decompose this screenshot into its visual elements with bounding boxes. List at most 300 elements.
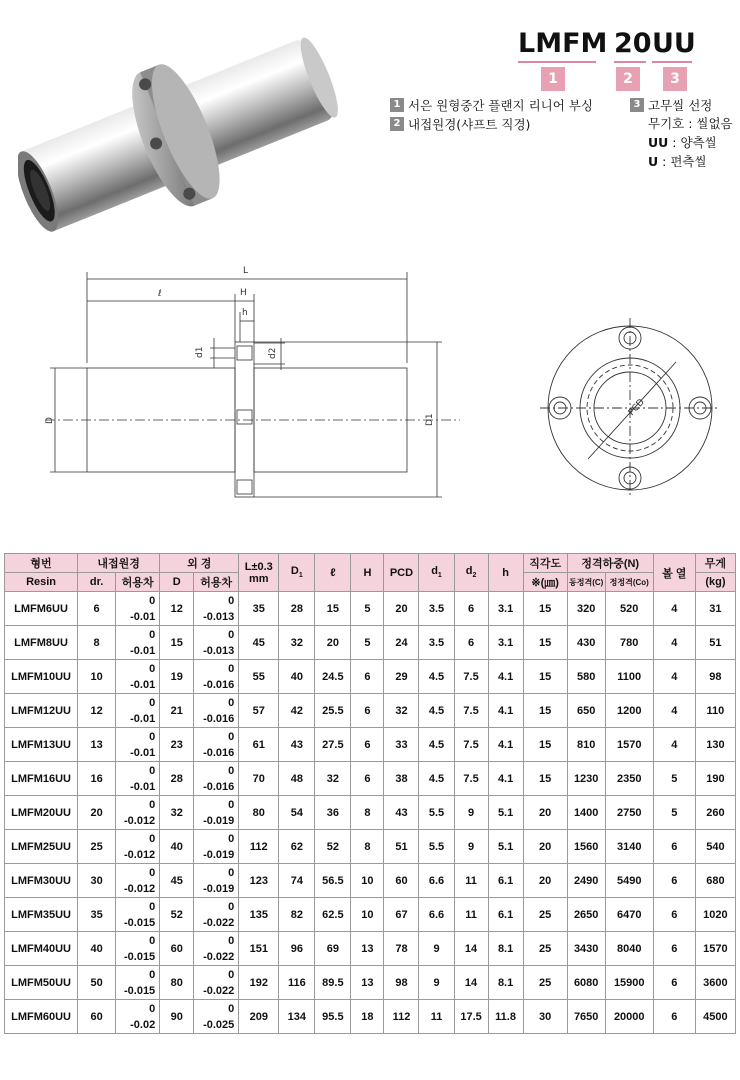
cell-dr: 40 — [78, 932, 116, 966]
col-perp: 직각도 — [523, 554, 567, 573]
cell-D1: 48 — [279, 762, 315, 796]
cell-dynamic-load: 650 — [567, 694, 605, 728]
cell-weight: 1020 — [695, 898, 735, 932]
col-d2: $d_2$ — [454, 554, 488, 592]
cell-D1: 134 — [279, 1000, 315, 1034]
cell-l: 25.5 — [315, 694, 351, 728]
table-row — [5, 864, 736, 898]
cell-d1: 4.5 — [419, 694, 454, 728]
cell-static-load: 520 — [605, 592, 653, 626]
cell-h: 6.1 — [488, 864, 523, 898]
cell-static-load: 15900 — [605, 966, 653, 1000]
cell-ball-rows: 6 — [653, 966, 695, 1000]
cell-ball-rows: 6 — [653, 898, 695, 932]
cell-perpendicularity: 25 — [523, 898, 567, 932]
cell-D: 40 — [160, 830, 194, 864]
cell-PCD: 51 — [384, 830, 419, 864]
cell-static-load: 8040 — [605, 932, 653, 966]
cell-static-load: 2750 — [605, 796, 653, 830]
cell-dynamic-load: 1400 — [567, 796, 605, 830]
cell-l: 32 — [315, 762, 351, 796]
cell-L: 123 — [239, 864, 279, 898]
cell-h: 4.1 — [488, 694, 523, 728]
cell-perpendicularity: 15 — [523, 728, 567, 762]
cell-D: 15 — [160, 626, 194, 660]
cell-D1: 116 — [279, 966, 315, 1000]
cell-D: 90 — [160, 1000, 194, 1034]
cell-d2: 14 — [454, 932, 488, 966]
cell-D: 12 — [160, 592, 194, 626]
cell-d2: 7.5 — [454, 728, 488, 762]
cell-ball-rows: 4 — [653, 728, 695, 762]
cell-d2: 17.5 — [454, 1000, 488, 1034]
legend-item-3 — [630, 95, 733, 114]
cell-D1: 62 — [279, 830, 315, 864]
cell-D-tolerance: 0 -0.016 — [194, 694, 239, 728]
col-L: L±0.3 mm — [239, 554, 279, 592]
dim-label-d2: d2 — [268, 347, 278, 359]
code-legend-right — [630, 95, 733, 171]
cell-model: LMFM50UU — [5, 966, 78, 1000]
cell-weight: 680 — [695, 864, 735, 898]
cell-model: LMFM12UU — [5, 694, 78, 728]
cell-d1: 3.5 — [419, 592, 454, 626]
cell-H: 5 — [351, 592, 384, 626]
cell-dynamic-load: 1560 — [567, 830, 605, 864]
cell-H: 13 — [351, 932, 384, 966]
cell-H: 10 — [351, 864, 384, 898]
cell-d2: 11 — [454, 864, 488, 898]
cell-dr-tolerance: 0 -0.01 — [116, 626, 160, 660]
cell-dr: 35 — [78, 898, 116, 932]
product-photo — [18, 28, 348, 248]
cell-l: 52 — [315, 830, 351, 864]
cell-dr: 30 — [78, 864, 116, 898]
cell-D: 28 — [160, 762, 194, 796]
cell-D1: 54 — [279, 796, 315, 830]
legend-num-2: 2 — [390, 117, 404, 131]
cell-d1: 9 — [419, 966, 454, 1000]
col-static: 정정격(Co) — [605, 573, 653, 592]
cell-dr: 25 — [78, 830, 116, 864]
cell-dr-tolerance: 0 -0.01 — [116, 592, 160, 626]
cell-L: 45 — [239, 626, 279, 660]
cell-ball-rows: 6 — [653, 830, 695, 864]
cell-PCD: 24 — [384, 626, 419, 660]
cell-static-load: 20000 — [605, 1000, 653, 1034]
table-row — [5, 898, 736, 932]
cell-dr-tolerance: 0 -0.015 — [116, 966, 160, 1000]
cell-model: LMFM25UU — [5, 830, 78, 864]
cell-d2: 7.5 — [454, 660, 488, 694]
cell-ball-rows: 4 — [653, 626, 695, 660]
cell-weight: 260 — [695, 796, 735, 830]
cell-dr-tolerance: 0 -0.012 — [116, 796, 160, 830]
cell-dr: 10 — [78, 660, 116, 694]
cell-l: 56.5 — [315, 864, 351, 898]
cell-l: 36 — [315, 796, 351, 830]
code-marker-3: 3 — [663, 67, 687, 91]
dim-label-D: D — [45, 417, 55, 424]
cell-l: 69 — [315, 932, 351, 966]
cell-static-load: 1570 — [605, 728, 653, 762]
table-row — [5, 694, 736, 728]
cell-h: 5.1 — [488, 830, 523, 864]
table-row — [5, 1000, 736, 1034]
code-series: LMFM — [518, 28, 608, 59]
cell-dr-tolerance: 0 -0.012 — [116, 830, 160, 864]
cell-D1: 28 — [279, 592, 315, 626]
cell-d1: 5.5 — [419, 796, 454, 830]
legend-num-3: 3 — [630, 98, 644, 112]
cell-h: 4.1 — [488, 762, 523, 796]
cell-h: 8.1 — [488, 932, 523, 966]
cell-d1: 3.5 — [419, 626, 454, 660]
cell-l: 27.5 — [315, 728, 351, 762]
cell-D1: 74 — [279, 864, 315, 898]
cell-D1: 40 — [279, 660, 315, 694]
col-inner: 내접원경 — [78, 554, 160, 573]
table-row — [5, 830, 736, 864]
legend-text-2: 내접원경(샤프트 직경) — [408, 116, 531, 132]
cell-H: 6 — [351, 694, 384, 728]
cell-weight: 130 — [695, 728, 735, 762]
col-perp-unit: ※(㎛) — [523, 573, 567, 592]
cell-d2: 6 — [454, 626, 488, 660]
cell-d1: 6.6 — [419, 864, 454, 898]
cell-D-tolerance: 0 -0.016 — [194, 728, 239, 762]
cell-d2: 9 — [454, 830, 488, 864]
cell-PCD: 98 — [384, 966, 419, 1000]
cell-L: 192 — [239, 966, 279, 1000]
cell-perpendicularity: 15 — [523, 660, 567, 694]
cell-D-tolerance: 0 -0.016 — [194, 660, 239, 694]
cell-H: 8 — [351, 830, 384, 864]
cell-dr-tolerance: 0 -0.02 — [116, 1000, 160, 1034]
cell-h: 3.1 — [488, 626, 523, 660]
cell-L: 135 — [239, 898, 279, 932]
cell-D-tolerance: 0 -0.022 — [194, 932, 239, 966]
cell-L: 35 — [239, 592, 279, 626]
cell-weight: 190 — [695, 762, 735, 796]
cell-PCD: 29 — [384, 660, 419, 694]
code-seal: UU — [652, 28, 696, 59]
cell-static-load: 6470 — [605, 898, 653, 932]
cell-D: 32 — [160, 796, 194, 830]
cell-weight: 51 — [695, 626, 735, 660]
cell-dr: 60 — [78, 1000, 116, 1034]
cell-d1: 4.5 — [419, 728, 454, 762]
col-dr-tol: 허용차 — [116, 573, 160, 592]
cell-model: LMFM10UU — [5, 660, 78, 694]
cell-h: 4.1 — [488, 660, 523, 694]
table-row — [5, 966, 736, 1000]
cell-perpendicularity: 30 — [523, 1000, 567, 1034]
cell-L: 55 — [239, 660, 279, 694]
cell-l: 95.5 — [315, 1000, 351, 1034]
table-row — [5, 728, 736, 762]
cell-PCD: 32 — [384, 694, 419, 728]
cell-D-tolerance: 0 -0.019 — [194, 796, 239, 830]
cell-perpendicularity: 25 — [523, 932, 567, 966]
cell-weight: 98 — [695, 660, 735, 694]
code-series-underline — [518, 61, 596, 63]
cell-D1: 43 — [279, 728, 315, 762]
cell-D: 45 — [160, 864, 194, 898]
cell-ball-rows: 5 — [653, 762, 695, 796]
cell-L: 57 — [239, 694, 279, 728]
cell-PCD: 43 — [384, 796, 419, 830]
legend-num-1: 1 — [390, 98, 404, 112]
cell-d1: 6.6 — [419, 898, 454, 932]
cell-dr-tolerance: 0 -0.015 — [116, 932, 160, 966]
table-row — [5, 796, 736, 830]
cell-weight: 4500 — [695, 1000, 735, 1034]
cell-perpendicularity: 15 — [523, 694, 567, 728]
cell-H: 6 — [351, 728, 384, 762]
cell-dynamic-load: 2650 — [567, 898, 605, 932]
seal-option-none: 무기호 : 씰없음 — [648, 116, 733, 131]
cell-H: 6 — [351, 660, 384, 694]
cell-PCD: 78 — [384, 932, 419, 966]
cell-l: 15 — [315, 592, 351, 626]
cell-H: 8 — [351, 796, 384, 830]
dim-label-h: h — [242, 308, 248, 318]
col-weight: 무게 — [695, 554, 735, 573]
cell-D1: 82 — [279, 898, 315, 932]
cell-d2: 14 — [454, 966, 488, 1000]
cell-d1: 11 — [419, 1000, 454, 1034]
cell-dr-tolerance: 0 -0.01 — [116, 660, 160, 694]
cell-model: LMFM60UU — [5, 1000, 78, 1034]
table-row — [5, 660, 736, 694]
cell-dr: 50 — [78, 966, 116, 1000]
cell-dynamic-load: 6080 — [567, 966, 605, 1000]
cell-dynamic-load: 580 — [567, 660, 605, 694]
cell-perpendicularity: 20 — [523, 796, 567, 830]
cell-dr: 8 — [78, 626, 116, 660]
cell-perpendicularity: 20 — [523, 830, 567, 864]
table-row — [5, 762, 736, 796]
cell-weight: 110 — [695, 694, 735, 728]
cell-L: 70 — [239, 762, 279, 796]
cell-d2: 9 — [454, 796, 488, 830]
dim-label-L: L — [243, 266, 249, 276]
code-size-underline — [614, 61, 646, 63]
cell-model: LMFM35UU — [5, 898, 78, 932]
cell-dynamic-load: 3430 — [567, 932, 605, 966]
dim-label-H: H — [240, 288, 247, 298]
cell-dynamic-load: 2490 — [567, 864, 605, 898]
cell-H: 5 — [351, 626, 384, 660]
col-d1: $d_1$ — [419, 554, 454, 592]
cell-static-load: 780 — [605, 626, 653, 660]
col-PCD: PCD — [384, 554, 419, 592]
technical-drawing — [40, 258, 730, 508]
legend-item-1 — [390, 95, 593, 114]
cell-D: 80 — [160, 966, 194, 1000]
legend-text-1: 서은 원형중간 플랜지 리니어 부싱 — [408, 97, 593, 113]
cell-ball-rows: 4 — [653, 592, 695, 626]
cell-H: 6 — [351, 762, 384, 796]
seal-option-uu: UU : 양측씰 — [648, 135, 717, 150]
cell-model: LMFM20UU — [5, 796, 78, 830]
cell-H: 10 — [351, 898, 384, 932]
cell-PCD: 38 — [384, 762, 419, 796]
cell-dynamic-load: 7650 — [567, 1000, 605, 1034]
cell-perpendicularity: 20 — [523, 864, 567, 898]
cell-ball-rows: 6 — [653, 1000, 695, 1034]
cell-D: 60 — [160, 932, 194, 966]
cell-l: 89.5 — [315, 966, 351, 1000]
table-row — [5, 626, 736, 660]
cell-d2: 6 — [454, 592, 488, 626]
cell-D1: 96 — [279, 932, 315, 966]
cell-weight: 3600 — [695, 966, 735, 1000]
spec-table — [4, 553, 736, 1034]
cell-weight: 1570 — [695, 932, 735, 966]
dim-label-l: ℓ — [158, 289, 162, 299]
cell-dr: 12 — [78, 694, 116, 728]
cell-D: 21 — [160, 694, 194, 728]
cell-dr-tolerance: 0 -0.01 — [116, 694, 160, 728]
cell-d1: 4.5 — [419, 660, 454, 694]
cell-ball-rows: 6 — [653, 932, 695, 966]
cell-dr-tolerance: 0 -0.01 — [116, 728, 160, 762]
code-legend-left — [390, 95, 593, 133]
cell-ball-rows: 4 — [653, 694, 695, 728]
cell-D-tolerance: 0 -0.025 — [194, 1000, 239, 1034]
cell-h: 4.1 — [488, 728, 523, 762]
cell-model: LMFM6UU — [5, 592, 78, 626]
cell-model: LMFM40UU — [5, 932, 78, 966]
cell-d1: 9 — [419, 932, 454, 966]
legend-item-2 — [390, 114, 593, 133]
cell-static-load: 1100 — [605, 660, 653, 694]
code-marker-2: 2 — [616, 67, 640, 91]
cell-d1: 5.5 — [419, 830, 454, 864]
cell-L: 80 — [239, 796, 279, 830]
cell-D-tolerance: 0 -0.016 — [194, 762, 239, 796]
col-model-sub: Resin — [5, 573, 78, 592]
cell-D-tolerance: 0 -0.019 — [194, 864, 239, 898]
cell-dr-tolerance: 0 -0.01 — [116, 762, 160, 796]
cell-static-load: 2350 — [605, 762, 653, 796]
cell-model: LMFM8UU — [5, 626, 78, 660]
cell-dr-tolerance: 0 -0.012 — [116, 864, 160, 898]
cell-PCD: 20 — [384, 592, 419, 626]
col-model: 형번 — [5, 554, 78, 573]
col-balls: 볼 열 — [653, 554, 695, 592]
col-H: H — [351, 554, 384, 592]
cell-L: 209 — [239, 1000, 279, 1034]
dim-label-d1: d1 — [195, 346, 205, 358]
col-dynamic: 동정격(C) — [567, 573, 605, 592]
dim-label-pcd: PCD — [626, 397, 647, 419]
cell-ball-rows: 4 — [653, 660, 695, 694]
cell-dr-tolerance: 0 -0.015 — [116, 898, 160, 932]
table-header-row-1 — [5, 554, 736, 573]
cell-D-tolerance: 0 -0.022 — [194, 898, 239, 932]
cell-D1: 42 — [279, 694, 315, 728]
cell-h: 3.1 — [488, 592, 523, 626]
cell-weight: 540 — [695, 830, 735, 864]
cell-D1: 32 — [279, 626, 315, 660]
cell-dr: 20 — [78, 796, 116, 830]
legend-text-3: 고무씰 선정 — [648, 97, 713, 113]
cell-perpendicularity: 15 — [523, 626, 567, 660]
col-D: D — [160, 573, 194, 592]
cell-L: 112 — [239, 830, 279, 864]
dim-label-D1: D1 — [425, 413, 435, 426]
cell-D: 52 — [160, 898, 194, 932]
cell-ball-rows: 6 — [653, 864, 695, 898]
cell-model: LMFM13UU — [5, 728, 78, 762]
col-D1: $D_1$ — [279, 554, 315, 592]
cell-H: 13 — [351, 966, 384, 1000]
cell-D: 19 — [160, 660, 194, 694]
col-weight-unit: (kg) — [695, 573, 735, 592]
col-l: ℓ — [315, 554, 351, 592]
code-marker-1: 1 — [541, 67, 565, 91]
cell-static-load: 3140 — [605, 830, 653, 864]
cell-h: 6.1 — [488, 898, 523, 932]
cell-h: 11.8 — [488, 1000, 523, 1034]
cell-PCD: 67 — [384, 898, 419, 932]
cell-perpendicularity: 15 — [523, 592, 567, 626]
cell-d2: 7.5 — [454, 762, 488, 796]
cell-model: LMFM16UU — [5, 762, 78, 796]
cell-perpendicularity: 15 — [523, 762, 567, 796]
code-seal-underline — [652, 61, 692, 63]
cell-dr: 6 — [78, 592, 116, 626]
cell-static-load: 1200 — [605, 694, 653, 728]
cell-H: 18 — [351, 1000, 384, 1034]
col-D-tol: 허용차 — [194, 573, 239, 592]
table-row — [5, 592, 736, 626]
cell-ball-rows: 5 — [653, 796, 695, 830]
table-row — [5, 932, 736, 966]
cell-weight: 31 — [695, 592, 735, 626]
cell-l: 62.5 — [315, 898, 351, 932]
col-h: h — [488, 554, 523, 592]
cell-l: 24.5 — [315, 660, 351, 694]
cell-D-tolerance: 0 -0.022 — [194, 966, 239, 1000]
cell-dynamic-load: 1230 — [567, 762, 605, 796]
cell-dr: 16 — [78, 762, 116, 796]
cell-d2: 7.5 — [454, 694, 488, 728]
cell-L: 61 — [239, 728, 279, 762]
cell-model: LMFM30UU — [5, 864, 78, 898]
col-dr: dr. — [78, 573, 116, 592]
cell-d2: 11 — [454, 898, 488, 932]
cell-h: 8.1 — [488, 966, 523, 1000]
seal-option-u: U : 편측씰 — [648, 154, 707, 169]
cell-PCD: 112 — [384, 1000, 419, 1034]
cell-D-tolerance: 0 -0.013 — [194, 626, 239, 660]
cell-dynamic-load: 810 — [567, 728, 605, 762]
cell-h: 5.1 — [488, 796, 523, 830]
cell-dr: 13 — [78, 728, 116, 762]
cell-PCD: 60 — [384, 864, 419, 898]
cell-d1: 4.5 — [419, 762, 454, 796]
code-size: 20 — [614, 28, 652, 59]
cell-L: 151 — [239, 932, 279, 966]
cell-D: 23 — [160, 728, 194, 762]
cell-dynamic-load: 320 — [567, 592, 605, 626]
col-load: 정격하중(N) — [567, 554, 653, 573]
cell-D-tolerance: 0 -0.013 — [194, 592, 239, 626]
